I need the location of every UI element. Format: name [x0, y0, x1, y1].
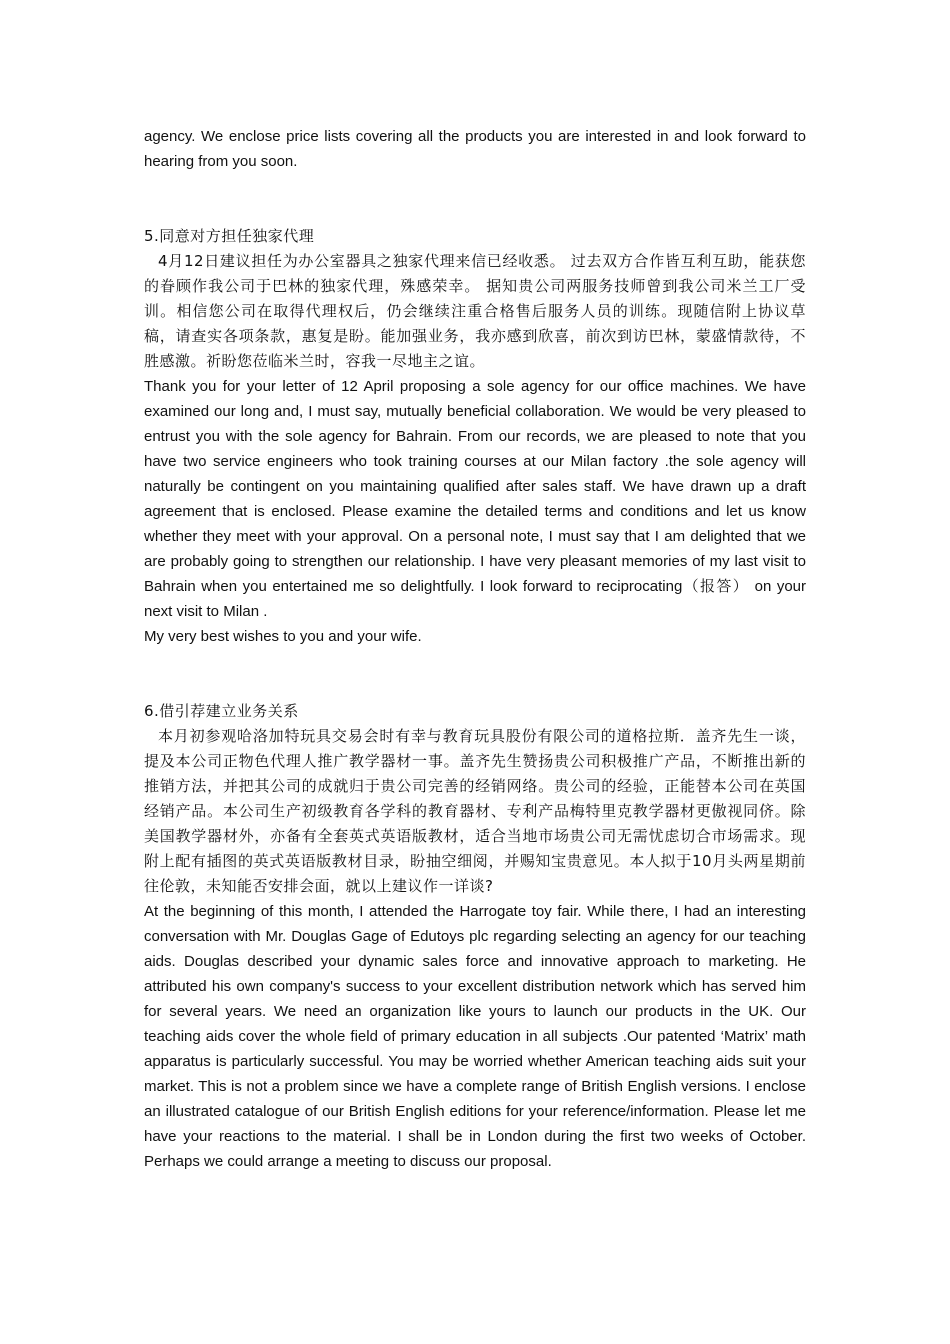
section-spacer — [144, 174, 806, 224]
document-page — [144, 124, 806, 1174]
section-5-closing: My very best wishes to you and your wife. — [144, 628, 422, 645]
section-6-heading: 6.借引荐建立业务关系 — [144, 702, 299, 720]
section-spacer — [144, 649, 806, 699]
section-6-english-text: At the beginning of this month, I attended the Harrogate toy fair. While there, I had an interesting conversation with Mr. Douglas Gage of Edutoys plc regarding selecting an agency for our teaching aids. Douglas described your dynamic sales force and innovative approach to marketing. He attributed his own company's success to your excellent distribution network which has served him for several years. We need an organization like yours to launch our products in the UK. Our teaching aids cover the whole field of primary education in all subjects .Our patented ‘Matrix’ math apparatus is particularly successful. You may be worried whether American teaching aids suit your market. This is not a problem since we have a complete range of British English versions. I enclose an illustrated catalogue of our British English editions for your reference/information. Please let me have your reactions to the material. I shall be in London during the first two weeks of October. Perhaps we could arrange a meeting to discuss our proposal. — [144, 903, 806, 1170]
section-5-english-text: Thank you for your letter of 12 April proposing a sole agency for our office machines. We have examined our long and, I must say, mutually beneficial collaboration. We would be very pleased to entrust you with the sole agency for Bahrain. From our records, we are pleased to note that you have two service engineers who took training courses at our Milan factory .the sole agency will naturally be contingent on you maintaining qualified after sales staff. We have drawn up a draft agreement that is enclosed. Please examine the detailed terms and conditions and let us know whether they meet with your approval. On a personal note, I must say that I am delighted that we are probably going to strengthen our relationship. I have very pleasant memories of my last visit to Bahrain when you entertained me so delightfully. I look forward to reciprocating（报答） on your next visit to Milan . — [144, 378, 806, 620]
section-5-chinese-text: 4月12日建议担任为办公室器具之独家代理来信已经收悉。 过去双方合作皆互利互助，能获您的眷顾作我公司于巴林的独家代理，殊感荣幸。 据知贵公司两服务技师曾到我公司米兰工厂受训。相信您公司在取得代理权后，仍会继续注重合格售后服务人员的训练。现随信附上协议草稿，请查实各项条款，惠复是盼。能加强业务，我亦感到欣喜，前次到访巴林，蒙盛情款待，不胜感激。祈盼您莅临米兰时，容我一尽地主之谊。 — [144, 252, 806, 370]
section-5-heading: 5.同意对方担任独家代理 — [144, 227, 315, 245]
intro-paragraph: agency. We enclose price lists covering all the products you are interested in and look forward to hearing from you soon. — [144, 128, 806, 170]
section-6-chinese-text: 本月初参观哈洛加特玩具交易会时有幸与教育玩具股份有限公司的道格拉斯．盖齐先生一谈，提及本公司正物色代理人推广教学器材一事。盖齐先生赞扬贵公司积极推广产品，不断推出新的推销方法，并把其公司的成就归于贵公司完善的经销网络。贵公司的经验，正能替本公司在英国经销产品。本公司生产初级教育各学科的教育器材、专利产品梅特里克教学器材更傲视同侪。除美国教学器材外，亦备有全套英式英语版教材，适合当地市场贵公司无需忧虑切合市场需求。现附上配有插图的英式英语版教材目录，盼抽空细阅，并赐知宝贵意见。本人拟于10月头两星期前往伦敦，未知能否安排会面，就以上建议作一详谈? — [144, 727, 806, 895]
